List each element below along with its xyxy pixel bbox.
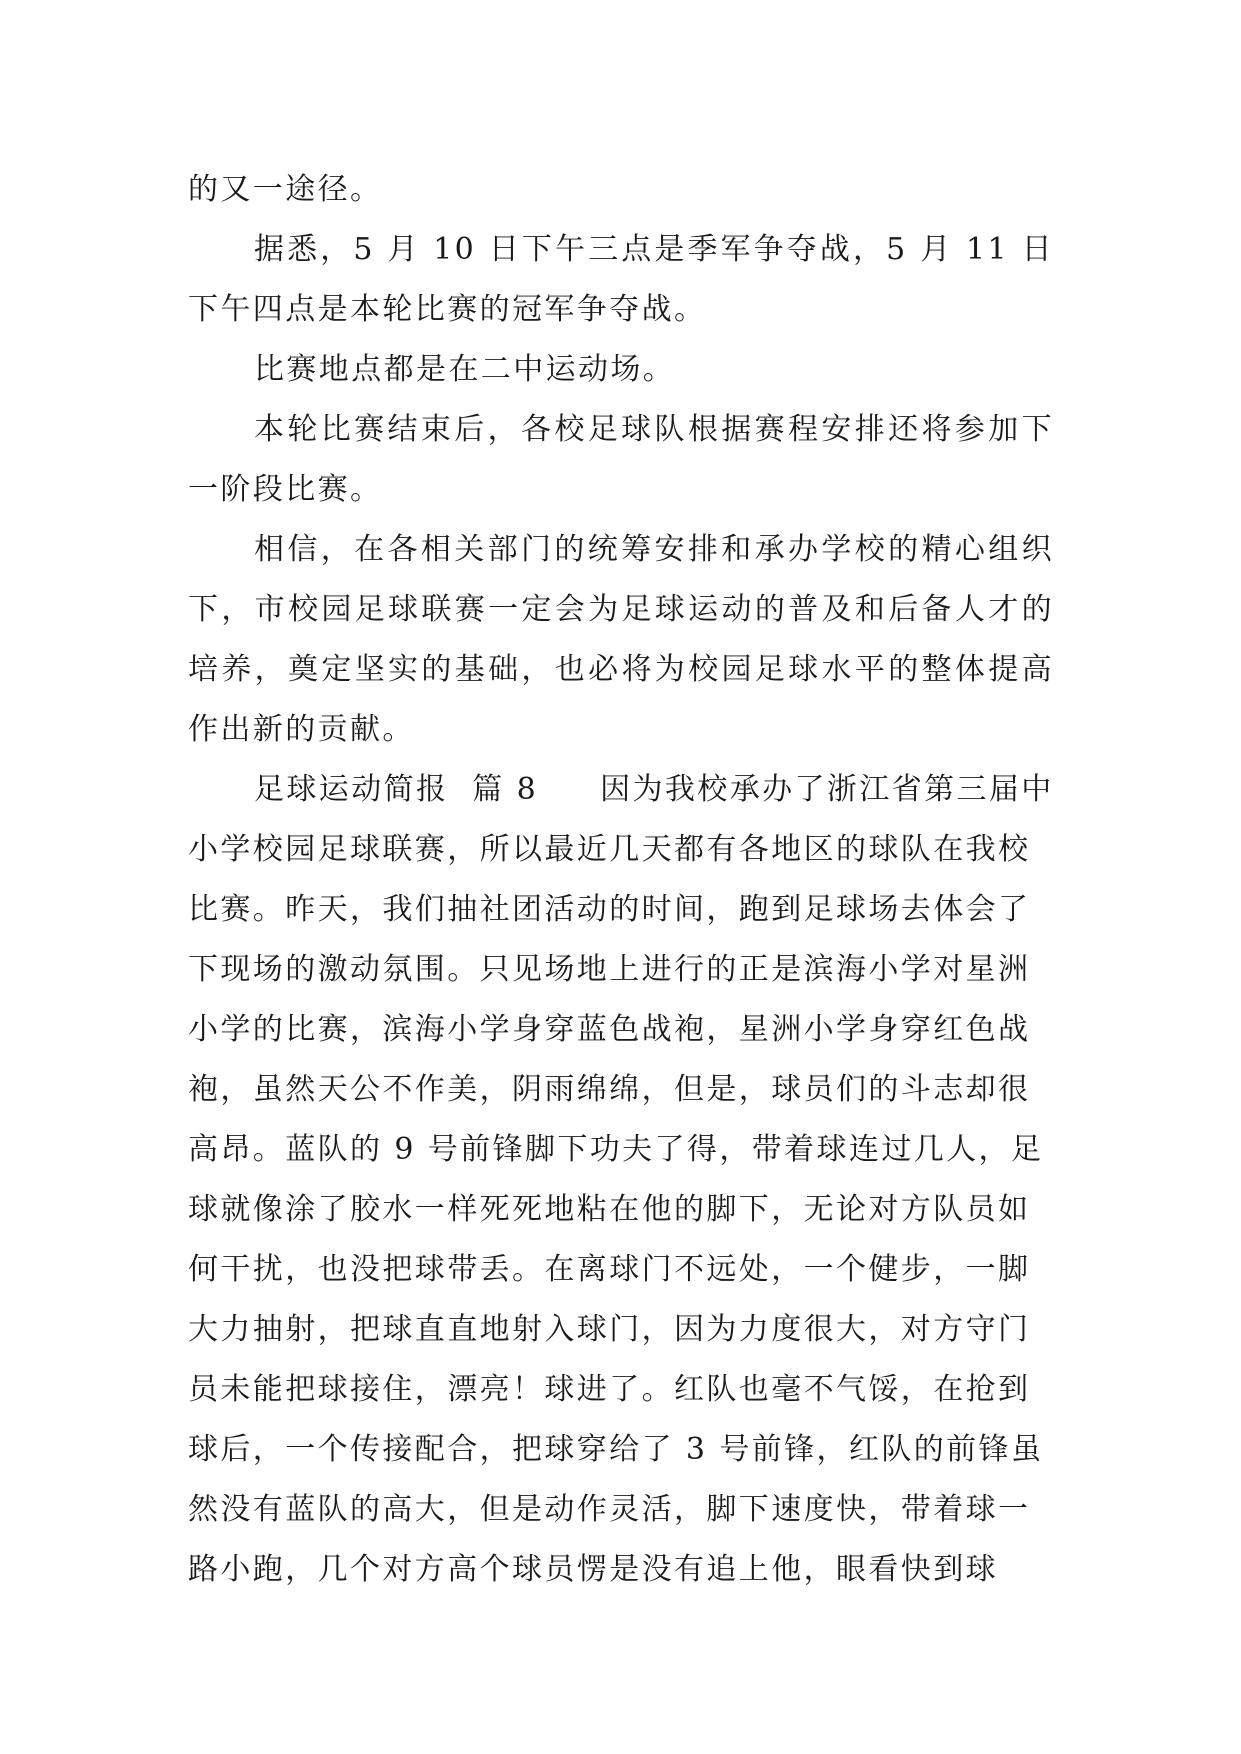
paragraph-schedule: 据悉，5 月 10 日下午三点是季军争夺战，5 月 11 日下午四点是本轮比赛的冠军争夺战。: [188, 232, 1054, 327]
paragraph-venue: 比赛地点都是在二中运动场。: [254, 352, 676, 387]
section-body: 因为我校承办了浙江省第三届中小学校园足球联赛，所以最近几天都有各地区的球队在我校比赛。昨天，我们抽社团活动的时间，跑到足球场去体会了下现场的激动氛围。只见场地上进行的正是滨海小学对星洲小学的比赛，滨海小学身穿蓝色战袍，星洲小学身穿红色战袍，虽然天公不作美，阴雨绵绵，但是，球员们的斗志却很高昂。蓝队的 9 号前锋脚下功夫了得，带着球连过几人，足球就像涂了胶水一样死死地粘在他的脚下，无论对方队员如何干扰，也没把球带丢。在离球门不远处，一个健步，一脚大力抽射，把球直直地射入球门，因为力度很大，对方守门员未能把球接住，漂亮！球进了。红队也毫不气馁，在抢到球后，一个传接配合，把球穿给了 3 号前锋，红队的前锋虽然没有蓝队的高大，但是动作灵活，脚下速度快，带着球一路小跑，几个对方高个球员愣是没有追上他，眼看快到球: [188, 772, 1054, 1587]
paragraph-continuation: 的又一途径。: [188, 172, 383, 207]
section-heading: 足球运动简报 篇 8: [254, 772, 539, 807]
paragraph-next-stage: 本轮比赛结束后，各校足球队根据赛程安排还将参加下一阶段比赛。: [188, 412, 1054, 507]
paragraph-conclusion: 相信，在各相关部门的统筹安排和承办学校的精心组织下，市校园足球联赛一定会为足球运动的普及和后备人才的培养，奠定坚实的基础，也必将为校园足球水平的整体提高作出新的贡献。: [188, 532, 1054, 747]
paragraph-section-8: [188, 760, 1054, 1600]
document-body: [188, 160, 1054, 1600]
